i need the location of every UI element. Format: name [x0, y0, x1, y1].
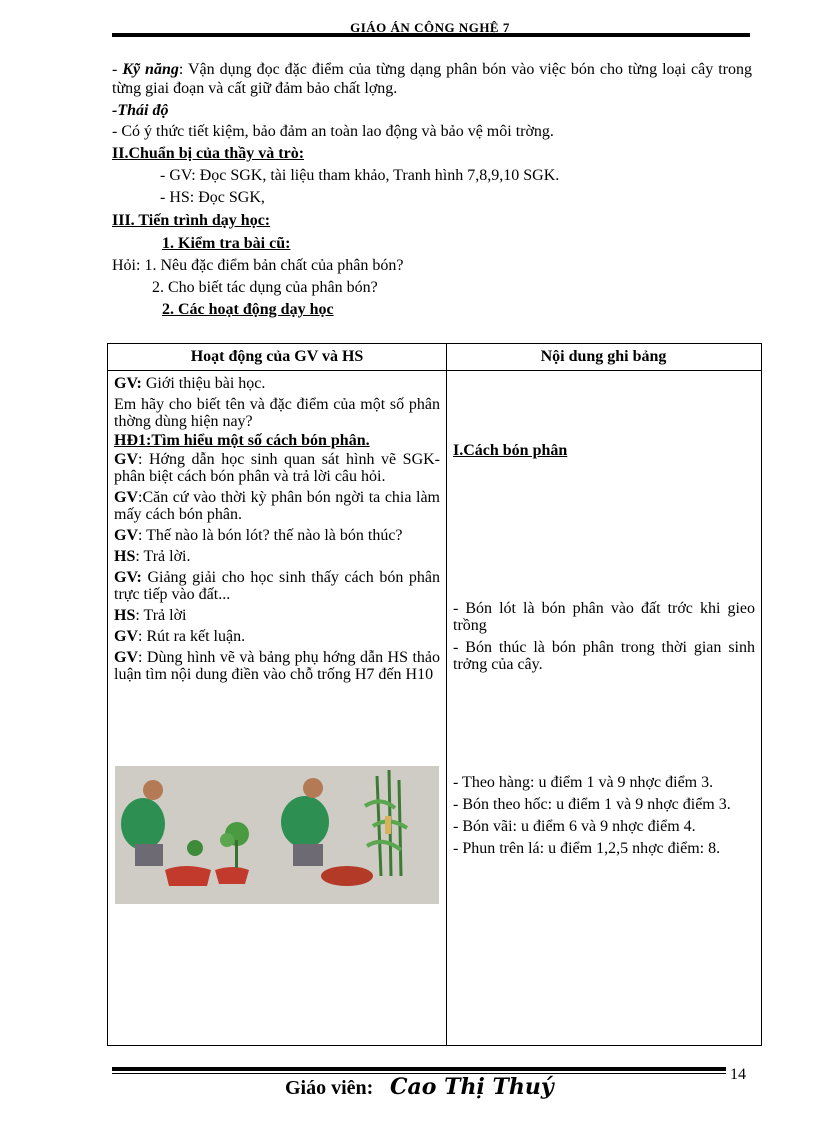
- header-rule: [112, 33, 750, 37]
- soil-pot-right: [321, 866, 373, 886]
- activity-3: GV: Hớng dẫn học sinh quan sát hình vẽ SGK- phân biệt cách bón phân và trả lời câu hỏi.: [114, 451, 440, 485]
- table-header-activities: Hoạt động của GV và HS: [190, 348, 364, 365]
- content-item: - Theo hàng: u điểm 1 và 9 nhợc điểm 3.: [453, 774, 714, 791]
- section2-title: II.Chuẩn bị của thầy và trò:: [112, 145, 305, 162]
- skill-paragraph: - Kỹ năng: Vận dụng đọc đặc điểm của từng dạng phân bón vào việc bón cho từng loại cây trong từng giai đoạn và cất giữ đảm bảo chất lợng.: [112, 61, 752, 97]
- table-header-divider: [108, 370, 761, 371]
- footer-rule-thick: [112, 1067, 726, 1071]
- farmer-figure-right: [281, 796, 329, 848]
- teacher-name: Cao Thị Thuý: [390, 1074, 554, 1100]
- teacher-label: Giáo viên:: [285, 1077, 374, 1099]
- skill-label: Kỹ năng: [122, 61, 179, 78]
- question-1-row: [112, 256, 403, 275]
- activity-1: GV: Giới thiệu bài học.: [114, 375, 266, 392]
- content-item: - Phun trên lá: u điểm 1,2,5 nhợc điểm: 8.: [453, 840, 721, 857]
- question-2: 2. Cho biết tác dụng của phân bón?: [152, 279, 378, 296]
- page-number: 14: [730, 1066, 746, 1083]
- content-item: - Bón thúc là bón phân trong thời gian sinh trởng của cây.: [453, 639, 755, 673]
- section3-sub1: 1. Kiểm tra bài cũ:: [162, 235, 291, 252]
- content-block-2: [453, 774, 755, 862]
- activity-5: GV: Thế nào là bón lót? thế nào là bón thúc?: [114, 527, 403, 544]
- activity-7: GV: Giảng giải cho học sinh thấy cách bón phân trực tiếp vào đất...: [114, 569, 440, 603]
- attitude-text: - Có ý thức tiết kiệm, bảo đảm an toàn lao động và bảo vệ môi trờng.: [112, 123, 554, 140]
- table-header-content: Nội dung ghi bảng: [540, 348, 667, 365]
- content-item: - Bón vãi: u điểm 6 và 9 nhợc điểm 4.: [453, 818, 696, 835]
- activities-cell: [114, 375, 440, 687]
- activity-2: Em hãy cho biết tên và đặc điểm của một số phân thờng dùng hiện nay?: [114, 396, 440, 430]
- question-1: 1. Nêu đặc điểm bản chất của phân bón?: [144, 257, 404, 274]
- lesson-table: [107, 343, 762, 1046]
- activity-10: GV: Dùng hình vẽ và bảng phụ hớng dẫn HS thảo luận tìm nội dung điền vào chỗ trống H7 đến H10: [114, 649, 440, 683]
- activity-6: HS: Trả lời.: [114, 548, 191, 565]
- question-prefix: Hỏi:: [112, 257, 141, 274]
- table-column-divider: [446, 344, 447, 1045]
- activity-9: GV: Rút ra kết luận.: [114, 628, 246, 645]
- attitude-label: -Thái độ: [112, 102, 169, 119]
- fertilizing-illustration: [115, 766, 439, 904]
- soil-pot-left: [165, 866, 211, 886]
- content-heading: I.Cách bón phân: [453, 442, 568, 459]
- activity-8: HS: Trả lời: [114, 607, 187, 624]
- activity-4: GV:Căn cứ vào thời kỳ phân bón ngời ta chia làm mấy cách bón phân.: [114, 489, 440, 523]
- section3-title: III. Tiến trình dạy học:: [112, 212, 271, 229]
- skill-text: : Vận dụng đọc đặc điểm của từng dạng phân bón vào việc bón cho từng loại cây trong từng giai đoạn và cất giữ đảm bảo chất lợng.: [112, 61, 752, 97]
- header-title: GIÁO ÁN CÔNG NGHỆ 7: [350, 20, 510, 35]
- section2-hs: - HS: Đọc SGK,: [160, 189, 265, 206]
- hd1-heading: HĐ1:Tìm hiểu một số cách bón phân.: [114, 432, 370, 449]
- section2-gv: - GV: Đọc SGK, tài liệu tham khảo, Tranh hình 7,8,9,10 SGK.: [160, 167, 560, 184]
- content-item: - Bón lót là bón phân vào đất trớc khi gieo trồng: [453, 600, 755, 634]
- content-item: - Bón theo hốc: u điểm 1 và 9 nhợc điểm 3.: [453, 796, 731, 813]
- section3-sub2: 2. Các hoạt động dạy học: [162, 301, 334, 318]
- fertilizing-illustration-svg: [115, 766, 439, 904]
- content-block-1: [453, 600, 755, 678]
- farmer-figure-left: [121, 798, 165, 850]
